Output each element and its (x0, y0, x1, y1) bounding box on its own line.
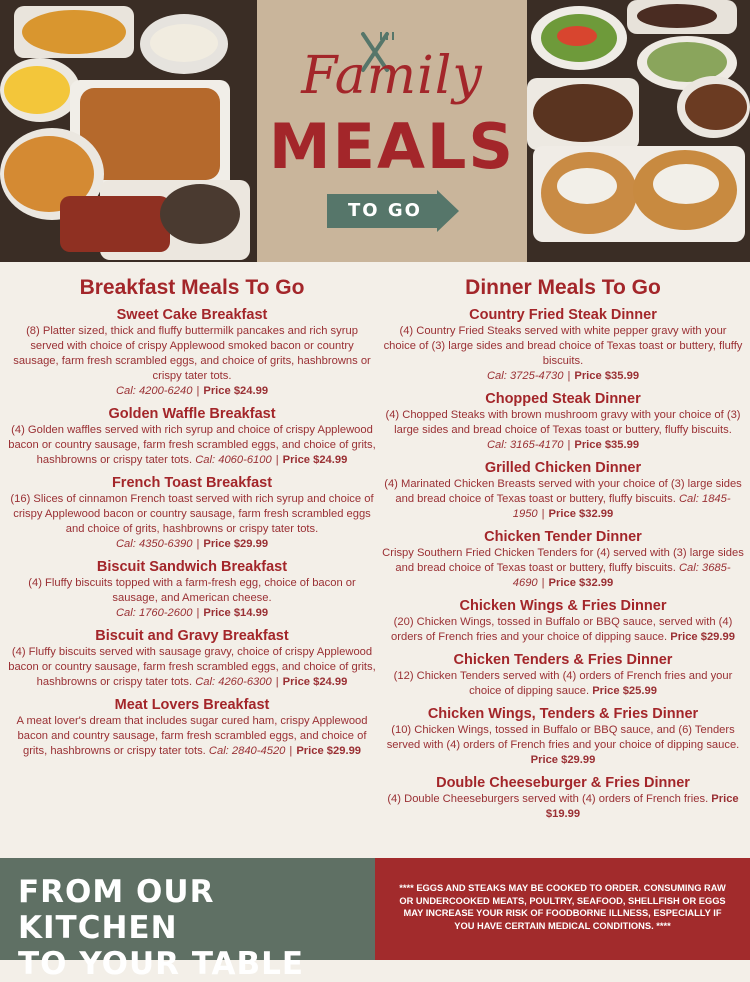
item-price: Price $32.99 (548, 508, 614, 520)
item-description: (4) Fluffy biscuits served with sausage gravy, choice of crispy Applewood bacon or country sausage, farm fresh scrambled eggs, and choice of grits, hashbrowns or crispy tater tots. (8, 646, 376, 688)
item-name: Chicken Tenders & Fries Dinner (453, 652, 673, 668)
item-price: Price $25.99 (592, 685, 657, 697)
dinner-menu (382, 276, 744, 829)
item-calories: Cal: 4260-6300 (195, 676, 272, 688)
item-price: Price $14.99 (203, 607, 269, 619)
menu-item: Golden Waffle Breakfast (4) Golden waffles served with rich syrup and choice of crispy Applewood bacon or country sausage, farm fresh scrambled eggs, and choice of grits, hashbrowns or crispy tater tots. Cal: 4060-6100 | Price $24.99 (8, 406, 376, 466)
item-description: (4) Double Cheeseburgers served with (4) orders of French fries. (387, 793, 709, 805)
item-name: Sweet Cake Breakfast (116, 307, 268, 323)
food-safety-warning: **** EGGS AND STEAKS MAY BE COOKED TO ORDER. CONSUMING RAW OR UNDERCOOKED MEATS, POULTRY, SEAFOOD, SHELLFISH OR EGGS MAY INCREASE YOUR RISK OF FOODBORNE ILLNESS, ESPECIALLY IF YOU HAVE CERTAIN MEDICAL CONDITIONS. **** (399, 883, 726, 931)
item-name: Grilled Chicken Dinner (484, 460, 642, 476)
item-price: Price $19.99 (545, 793, 739, 820)
item-name: Golden Waffle Breakfast (108, 406, 276, 422)
breakfast-food-photo (0, 0, 257, 262)
item-price: Price $24.99 (282, 676, 348, 688)
menu-item: Biscuit and Gravy Breakfast (4) Fluffy biscuits served with sausage gravy, choice of crispy Applewood bacon or country sausage, farm fresh scrambled eggs, and choice of grits, hashbrowns or crispy tater tots. Cal: 4260-6300 | Price $24.99 (8, 628, 376, 688)
item-price: Price $32.99 (548, 577, 614, 589)
item-calories: Cal: 3685-4690 (512, 562, 731, 589)
item-description: (4) Country Fried Steaks served with white pepper gravy with your choice of (3) large sides and bread choice of Texas toast or buttery, fluffy biscuits. (383, 325, 743, 367)
item-name: Biscuit and Gravy Breakfast (95, 628, 289, 644)
item-calories: Cal: 4200-6240 (115, 385, 193, 397)
menu-item: Chicken Tender Dinner Crispy Southern Fried Chicken Tenders for (4) served with (3) large sides and bread choice of Texas toast or buttery, fluffy biscuits. Cal: 3685-4690 | Price $32.99 (382, 529, 744, 589)
dinner-food-photo (527, 0, 750, 262)
menu-item (382, 652, 744, 699)
item-description: (10) Chicken Wings, tossed in Buffalo or BBQ sauce, and (6) Tenders served with (4) orders of French fries and your choice of dipping sauce. (386, 724, 740, 751)
menu-item: Sweet Cake Breakfast (8) Platter sized, thick and fluffy buttermilk pancakes and rich syrup served with choice of crispy Applewood smoked bacon or country sausage, farm fresh scrambled eggs, and choice of grits, hashbrowns or crispy tater tots. Cal: 4200-6240 | Price $24.99 (8, 307, 376, 399)
item-name: Meat Lovers Breakfast (114, 697, 270, 713)
food-safety-panel (375, 858, 750, 960)
item-name: Chicken Wings & Fries Dinner (459, 598, 667, 614)
title-family: Family (301, 46, 483, 106)
item-calories: Cal: 1760-2600 (115, 607, 193, 619)
item-calories: Cal: 4060-6100 (195, 454, 272, 466)
item-description: (4) Golden waffles served with rich syrup and choice of crispy Applewood bacon or country sausage, farm fresh scrambled eggs, and choice of grits, hashbrowns or crispy tater tots. (8, 424, 376, 466)
menu-item (382, 775, 744, 822)
item-calories: Cal: 1845-1950 (512, 493, 731, 520)
item-price: Price $29.99 (296, 745, 362, 757)
title-panel (257, 0, 527, 262)
item-price: Price $24.99 (282, 454, 348, 466)
item-calories: Cal: 3165-4170 (486, 439, 564, 451)
item-price: Price $29.99 (530, 754, 596, 766)
item-description: Crispy Southern Fried Chicken Tenders for (4) served with (3) large sides and bread choice of Texas toast or buttery, fluffy biscuits. (382, 547, 744, 574)
menu-item: Country Fried Steak Dinner (4) Country Fried Steaks served with white pepper gravy with your choice of (3) large sides and bread choice of Texas toast or buttery, fluffy biscuits. Cal: 3725-4730 | Price $35.99 (383, 307, 743, 382)
item-name: Country Fried Steak Dinner (469, 307, 657, 323)
item-calories: Cal: 3725-4730 (486, 370, 564, 382)
item-name: Chicken Wings, Tenders & Fries Dinner (427, 706, 699, 722)
item-price: Price $24.99 (203, 385, 269, 397)
item-description: (4) Chopped Steaks with brown mushroom gravy with your choice of (3) large sides and bread choice of Texas toast or buttery, fluffy biscuits. (385, 409, 741, 436)
breakfast-heading: Breakfast Meals To Go (79, 276, 305, 299)
item-price: Price $35.99 (574, 370, 640, 382)
item-name: Double Cheeseburger & Fries Dinner (436, 775, 690, 791)
item-price: Price $29.99 (203, 538, 269, 550)
to-go-badge: TO GO (327, 194, 437, 228)
title-meals: MEALS (268, 110, 516, 183)
item-description: (12) Chicken Tenders served with (4) orders of French fries and your choice of dipping sauce. (393, 670, 733, 697)
item-description: (16) Slices of cinnamon French toast served with rich syrup and choice of crispy Applewood bacon or country sausage, farm fresh scrambled eggs and choice of grits, hashbrowns or crispy tater tots. (10, 493, 374, 535)
slogan-line-2: TO YOUR TABLE (18, 946, 305, 982)
item-name: Biscuit Sandwich Breakfast (96, 559, 288, 575)
item-calories: Cal: 2840-4520 (208, 745, 286, 757)
menu-item: Biscuit Sandwich Breakfast (4) Fluffy biscuits topped with a farm-fresh egg, choice of bacon or sausage, and American cheese. Cal: 1760-2600 | Price $14.99 (8, 559, 376, 621)
menu-item: Meat Lovers Breakfast A meat lover's dream that includes sugar cured ham, crispy Applewood bacon and country sausage, farm fresh scrambled eggs, and choice of grits, hashbrowns or crispy tater tots. Cal: 2840-4520 | Price $29.99 (8, 697, 376, 759)
arrow-icon (437, 190, 459, 232)
item-name: French Toast Breakfast (111, 475, 273, 491)
menu-item: Grilled Chicken Dinner (4) Marinated Chicken Breasts served with your choice of (3) large sides and bread choice of Texas toast or buttery, fluffy biscuits. Cal: 1845-1950 | Price $32.99 (382, 460, 744, 522)
menu-item (382, 598, 744, 645)
item-description: A meat lover's dream that includes sugar cured ham, crispy Applewood bacon and country sausage, farm fresh scrambled eggs, and choice of grits, hashbrowns or crispy tater tots. (16, 715, 368, 757)
item-calories: Cal: 4350-6390 (115, 538, 193, 550)
menu-item (382, 706, 744, 768)
slogan-line-1: FROM OUR KITCHEN (18, 874, 215, 946)
item-name: Chicken Tender Dinner (484, 529, 642, 545)
menu-item: Chopped Steak Dinner (4) Chopped Steaks with brown mushroom gravy with your choice of (3) large sides and bread choice of Texas toast or buttery, fluffy biscuits. Cal: 3165-4170 | Price $35.99 (382, 391, 744, 453)
menu-item: French Toast Breakfast (16) Slices of cinnamon French toast served with rich syrup and choice of crispy Applewood bacon or country sausage, farm fresh scrambled eggs and choice of grits, hashbrowns or crispy tater tots. Cal: 4350-6390 | Price $29.99 (8, 475, 376, 552)
item-name: Chopped Steak Dinner (485, 391, 641, 407)
slogan-panel (0, 858, 375, 982)
item-description: (8) Platter sized, thick and fluffy buttermilk pancakes and rich syrup served with choice of crispy Applewood smoked bacon or country sausage, farm fresh scrambled eggs, and choice of grits, hashbrowns or crispy tater tots. (13, 325, 371, 382)
item-description: (4) Marinated Chicken Breasts served with your choice of (3) large sides and bread choice of Texas toast or buttery, fluffy biscuits. (384, 478, 742, 505)
header-banner (0, 0, 750, 262)
item-price: Price $29.99 (670, 631, 735, 643)
item-price: Price $35.99 (574, 439, 640, 451)
item-description: (20) Chicken Wings, tossed in Buffalo or BBQ sauce, served with (4) orders of French fries and your choice of dipping sauce. (391, 616, 733, 643)
item-description: (4) Fluffy biscuits topped with a farm-fresh egg, choice of bacon or sausage, and American cheese. (28, 577, 356, 604)
dinner-heading: Dinner Meals To Go (465, 276, 661, 299)
breakfast-menu (8, 276, 376, 766)
